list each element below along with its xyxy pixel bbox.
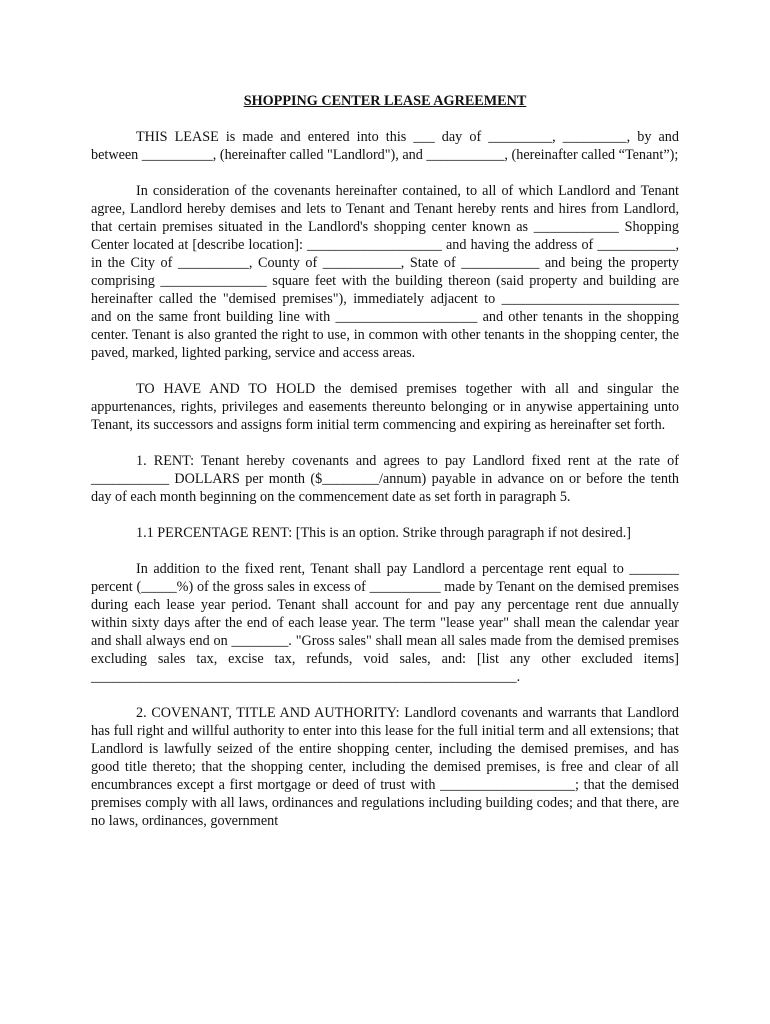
paragraph-percentage-rent-terms: In addition to the fixed rent, Tenant shall pay Landlord a percentage rent equal to _______ percent (_____%) of the gross sales in excess of __________ made by Tenant on the demised premises during each lease year period. Tenant shall account for and pay any percentage rent due annually within sixty days after the end of each lease year. The term "lease year" shall mean the calendar year and shall always end on ________. "Gross sales" shall mean all sales made from the demised premises excluding sales tax, excise tax, refunds, void sales, and: [list any other excluded items] ____________________________________________________________. — [91, 561, 679, 685]
document-page — [91, 92, 679, 830]
paragraph-covenant-title-authority: 2. COVENANT, TITLE AND AUTHORITY: Landlord covenants and warrants that Landlord has full right and willful authority to enter into this lease for the full initial term and all extensions; that Landlord is lawfully seized of the entire shopping center, including the demised premises, and has good title thereto; that the shopping center, including the demised premises, is free and clear of all encumbrances except a first mortgage or deed of trust with ___________________; that the demised premises comply with all laws, ordinances and regulations including building codes; and that there, are no laws, ordinances, government — [91, 705, 679, 829]
paragraph-habendum: TO HAVE AND TO HOLD the demised premises together with all and singular the appurtenances, rights, privileges and easements thereunto belonging or in anywise appertaining unto Tenant, its successors and assigns form initial term commencing and expiring as hereinafter set forth. — [91, 381, 679, 433]
paragraph-consideration: In consideration of the covenants hereinafter contained, to all of which Landlord and Tenant agree, Landlord hereby demises and lets to Tenant and Tenant hereby rents and hires from Landlord, that certain premises situated in the Landlord's shopping center known as ____________ Shopping Center located at [describe location]: ___________________ and having the address of ___________, in the City of __________, County of ___________, State of ___________ and being the property comprising _______________ square feet with the building thereon (said property and building are hereinafter called the "demised premises"), immediately adjacent to _________________________ and on the same front building line with ____________________ and other tenants in the shopping center. Tenant is also granted the right to use, in common with other tenants in the shopping center, the paved, marked, lighted parking, service and access areas. — [91, 183, 679, 361]
paragraph-parties: THIS LEASE is made and entered into this ___ day of _________, _________, by and between __________, (hereinafter called "Landlord"), and ___________, (hereinafter called “Tenant”); — [91, 129, 679, 163]
paragraph-rent: 1. RENT: Tenant hereby covenants and agrees to pay Landlord fixed rent at the rate of ___________ DOLLARS per month ($________/annum) payable in advance on or before the tenth day of each month beginning on the commencement date as set forth in paragraph 5. — [91, 453, 679, 505]
paragraph-percentage-rent: 1.1 PERCENTAGE RENT: [This is an option. Strike through paragraph if not desired.] — [136, 525, 632, 541]
document-title: SHOPPING CENTER LEASE AGREEMENT — [243, 93, 527, 109]
